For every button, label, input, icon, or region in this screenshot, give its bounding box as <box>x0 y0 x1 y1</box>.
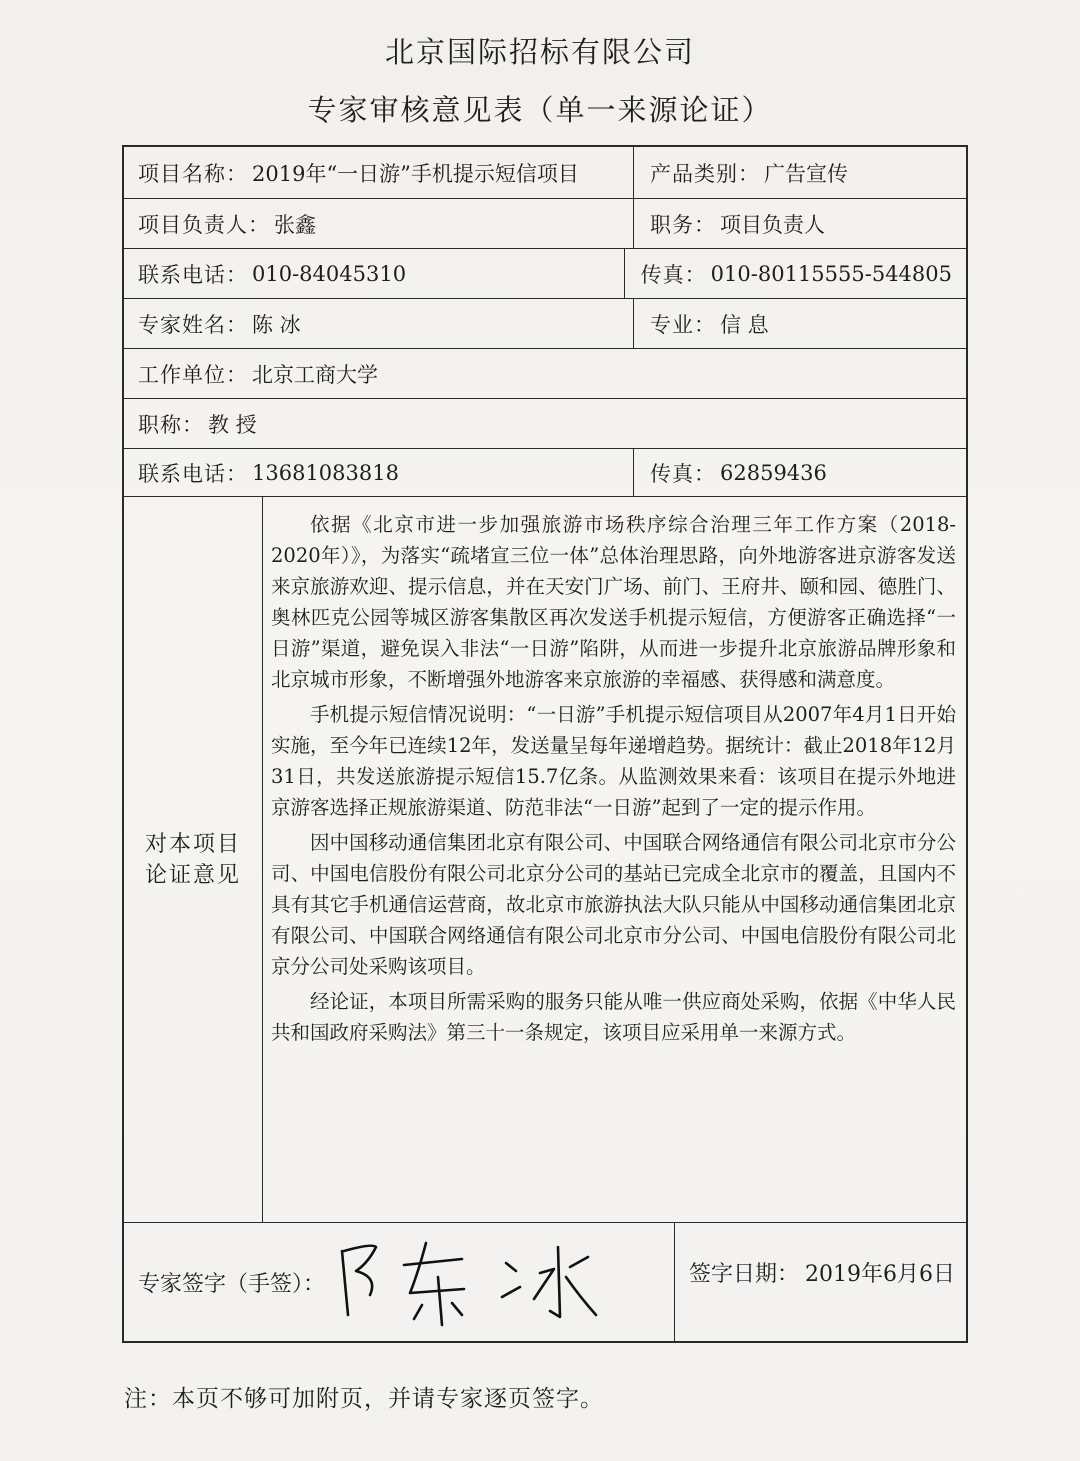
opinion-paragraph: 因中国移动通信集团北京有限公司、中国联合网络通信有限公司北京市分公司、中国电信股份有限公司北京分公司的基站已完成全北京市的覆盖，且国内不具有其它手机通信运营商，故北京市旅游执法大队只能从中国移动通信集团北京有限公司、中国联合网络通信有限公司北京市分公司、中国电信股份有限公司北京分公司处采购该项目。 <box>271 831 956 978</box>
phone2-label: 联系电话： <box>138 461 248 486</box>
opinion-paragraph: 依据《北京市进一步加强旅游市场秩序综合治理三年工作方案（2018-2020年）》，为落实“疏堵宣三位一体”总体治理思路，向外地游客进京游客发送来京旅游欢迎、提示信息，并在天安门广场、前门、王府井、颐和园、德胜门、奥林匹克公园等城区游客集散区再次发送手机提示短信，方便游客正确选择“一日游”渠道，避免误入非法“一日游”陷阱，从而进一步提升北京旅游品牌形象和北京城市形象，不断增强外地游客来京旅游的幸福感、获得感和满意度。 <box>271 513 956 691</box>
opinion-paragraph: 经论证，本项目所需采购的服务只能从唯一供应商处采购，依据《中华人民共和国政府采购法》第三十一条规定，该项目应采用单一来源方式。 <box>271 990 956 1044</box>
product-category-value: 广告宣传 <box>764 161 848 186</box>
expert-name-value: 陈 冰 <box>252 312 301 337</box>
footnote: 注：本页不够可加附页，并请专家逐页签字。 <box>124 1386 604 1412</box>
opinion-label <box>124 497 263 1222</box>
workplace-label: 工作单位： <box>138 362 248 387</box>
row-phone2 <box>124 449 966 497</box>
cell-sign-date <box>675 1203 966 1341</box>
cell-signature <box>124 1223 675 1341</box>
phone2-value: 13681083818 <box>252 460 399 485</box>
form-title: 专家审核意见表（单一来源论证） <box>307 93 773 127</box>
cell-position <box>634 199 966 248</box>
cell-expert-name <box>124 299 634 348</box>
cell-product-category <box>634 147 966 198</box>
row-project-name <box>124 147 966 199</box>
cell-project-name <box>124 147 634 198</box>
opinion-text <box>263 497 966 1222</box>
opinion-label-line2: 论证意见 <box>144 862 241 888</box>
position-label: 职务： <box>650 212 716 237</box>
sign-date-label: 签字日期： <box>689 1261 800 1287</box>
cell-fax1 <box>625 249 966 298</box>
row-title <box>124 399 966 449</box>
review-form-table <box>122 145 968 1343</box>
row-workplace <box>124 349 966 399</box>
project-lead-label: 项目负责人： <box>138 212 270 237</box>
handwritten-signature <box>334 1233 654 1333</box>
product-category-label: 产品类别： <box>650 161 760 186</box>
project-name-value: 2019年“一日游”手机提示短信项目 <box>252 161 579 186</box>
expert-name-label: 专家姓名： <box>138 312 248 337</box>
cell-fax2 <box>634 449 966 496</box>
opinion-label-line1: 对本项目 <box>144 831 241 857</box>
workplace-value: 北京工商大学 <box>252 362 378 387</box>
row-signature <box>124 1223 966 1341</box>
cell-title <box>124 399 966 448</box>
row-opinion <box>124 497 966 1223</box>
sign-date-value: 2019年6月6日 <box>805 1261 955 1287</box>
row-phone1 <box>124 249 966 299</box>
phone1-value: 010-84045310 <box>252 261 407 286</box>
phone1-label: 联系电话： <box>138 262 248 287</box>
cell-phone1 <box>124 249 625 298</box>
fax2-label: 传真： <box>650 461 716 486</box>
fax1-value: 010-80115555-544805 <box>710 261 952 286</box>
cell-project-lead <box>124 199 634 248</box>
signature-label: 专家签字（手签）： <box>138 1271 326 1297</box>
project-lead-value: 张鑫 <box>274 212 316 237</box>
opinion-paragraph: 手机提示短信情况说明：“一日游”手机提示短信项目从2007年4月1日开始实施，至今年已连续12年，发送量呈每年递增趋势。据统计：截止2018年12月31日，共发送旅游提示短信15.7亿条。从监测效果来看：该项目在提示外地进京游客选择正规旅游渠道、防范非法“一日游”起到了一定的提示作用。 <box>271 703 956 819</box>
cell-specialty <box>634 299 966 348</box>
company-name: 北京国际招标有限公司 <box>384 35 695 69</box>
specialty-value: 信 息 <box>720 312 769 337</box>
cell-workplace <box>124 349 966 398</box>
academic-title-label: 职称： <box>138 412 204 437</box>
project-name-label: 项目名称： <box>138 161 248 186</box>
row-project-lead <box>124 199 966 249</box>
fax2-value: 62859436 <box>720 460 827 485</box>
row-expert-name <box>124 299 966 349</box>
cell-phone2 <box>124 449 634 496</box>
position-value: 项目负责人 <box>720 212 825 237</box>
fax1-label: 传真： <box>640 262 707 287</box>
academic-title-value: 教 授 <box>208 412 257 437</box>
specialty-label: 专业： <box>650 312 716 337</box>
